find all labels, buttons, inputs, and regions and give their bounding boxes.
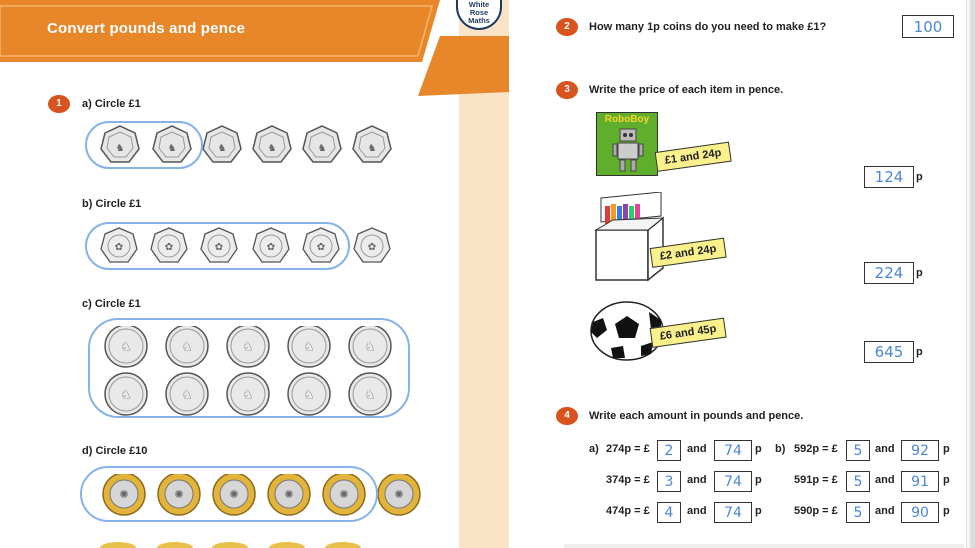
q4a-row-pounds-box[interactable]: 3: [657, 471, 681, 492]
svg-text:✿: ✿: [164, 242, 174, 253]
svg-text:♘: ♘: [364, 339, 376, 354]
q4a-row-pounds-box[interactable]: 4: [657, 502, 681, 523]
roboboy-label: RoboBoy: [604, 114, 650, 125]
q4b-row-and: and: [875, 474, 895, 486]
spine-orange-tab: [418, 36, 510, 96]
q3-answer-box-1[interactable]: 124: [864, 166, 914, 188]
q3-unit-3: p: [916, 346, 923, 358]
svg-text:✺: ✺: [119, 489, 129, 501]
coin-50p: [253, 126, 291, 162]
q4a-row-unit: p: [755, 443, 762, 455]
svg-text:✺: ✺: [394, 489, 404, 501]
cut-off-coin-row: [100, 540, 400, 548]
svg-text:♞: ♞: [317, 143, 327, 154]
q3-text: Write the price of each item in pence.: [589, 84, 784, 96]
q4b-row-pence-box[interactable]: 92: [901, 440, 939, 461]
svg-text:♘: ♘: [242, 387, 254, 402]
q4b-row-and: and: [875, 443, 895, 455]
cut-off-row: [564, 540, 964, 548]
q4b-row-and: and: [875, 505, 895, 517]
q4-text: Write each amount in pounds and pence.: [589, 410, 804, 422]
q4b-label: b): [775, 443, 786, 455]
q4b-row-pounds-box[interactable]: 5: [846, 440, 870, 461]
svg-text:✺: ✺: [339, 489, 349, 501]
q1c-answer-circle[interactable]: [88, 318, 410, 418]
q3-answer-box-2[interactable]: 224: [864, 262, 914, 284]
roboboy-price-tag: £1 and 24p: [655, 142, 732, 172]
coin-50p: [353, 126, 391, 162]
question-number-2: 2: [556, 18, 578, 36]
q4b-row-amount: 591p = £: [794, 474, 838, 486]
crayon-box-icon: [593, 192, 668, 284]
q4a-label: a): [589, 443, 599, 455]
q1d-label: d) Circle £10: [82, 445, 148, 457]
svg-text:✿: ✿: [266, 242, 276, 253]
q4a-row-amount: 474p = £: [606, 505, 650, 517]
q4a-row-pounds-box[interactable]: 2: [657, 440, 681, 461]
q1a-answer-circle[interactable]: [85, 121, 203, 169]
coin-2-pounds: [378, 474, 420, 515]
q4b-row-unit: p: [943, 443, 950, 455]
q4a-row-and: and: [687, 505, 707, 517]
q4a-row-unit: p: [755, 474, 762, 486]
roboboy-toy-box: [596, 112, 658, 176]
svg-text:♘: ♘: [120, 387, 132, 402]
question-number-1: 1: [48, 95, 70, 113]
q3-unit-1: p: [916, 171, 923, 183]
q2-answer-box[interactable]: 100: [902, 15, 954, 38]
svg-text:♞: ♞: [217, 143, 227, 154]
crayon-price-tag: £2 and 24p: [650, 238, 727, 268]
q2-text: How many 1p coins do you need to make £1?: [589, 21, 827, 33]
svg-text:♞: ♞: [167, 143, 177, 154]
svg-text:✿: ✿: [316, 242, 326, 253]
question-number-3: 3: [556, 81, 578, 99]
svg-text:♘: ♘: [303, 387, 315, 402]
q4a-row-unit: p: [755, 505, 762, 517]
q4a-row-and: and: [687, 443, 707, 455]
svg-text:✺: ✺: [174, 489, 184, 501]
left-page: [0, 0, 487, 548]
q1b-label: b) Circle £1: [82, 198, 142, 210]
page-title: Convert pounds and pence: [47, 20, 246, 37]
svg-text:♘: ♘: [364, 387, 376, 402]
white-rose-maths-logo: White Rose Maths: [456, 0, 502, 30]
svg-text:♞: ♞: [267, 143, 277, 154]
svg-text:♘: ♘: [120, 339, 132, 354]
question-number-4: 4: [556, 407, 578, 425]
coin-50p: [303, 126, 341, 162]
q4b-row-unit: p: [943, 474, 950, 486]
q1d-answer-circle[interactable]: [80, 466, 378, 522]
svg-text:✿: ✿: [114, 242, 124, 253]
q4a-row-pence-box[interactable]: 74: [714, 502, 752, 523]
svg-text:✺: ✺: [229, 489, 239, 501]
q4a-row-pence-box[interactable]: 74: [714, 471, 752, 492]
coin-50p: [203, 126, 241, 162]
q4a-row-and: and: [687, 474, 707, 486]
q1b-answer-circle[interactable]: [85, 222, 350, 270]
q3-answer-box-3[interactable]: 645: [864, 341, 914, 363]
svg-text:♘: ♘: [181, 339, 193, 354]
svg-text:♘: ♘: [242, 339, 254, 354]
q4b-row-pounds-box[interactable]: 5: [846, 471, 870, 492]
q1c-label: c) Circle £1: [82, 298, 141, 310]
q4b-row-amount: 590p = £: [794, 505, 838, 517]
q4a-row-pence-box[interactable]: 74: [714, 440, 752, 461]
svg-text:♞: ♞: [115, 143, 125, 154]
q4b-row-pence-box[interactable]: 90: [901, 502, 939, 523]
football-price-tag: £6 and 45p: [650, 318, 727, 348]
q4a-row-amount: 374p = £: [606, 474, 650, 486]
svg-text:♞: ♞: [367, 143, 377, 154]
right-page: [509, 0, 966, 548]
svg-text:♘: ♘: [303, 339, 315, 354]
q4b-row-pence-box[interactable]: 91: [901, 471, 939, 492]
coin-20p: [354, 228, 390, 262]
robot-icon: [612, 127, 644, 173]
q4b-row-amount: 592p = £: [794, 443, 838, 455]
svg-text:✿: ✿: [367, 242, 377, 253]
q1a-label: a) Circle £1: [82, 98, 141, 110]
svg-text:✿: ✿: [214, 242, 224, 253]
page-edge-shadow: [970, 0, 975, 548]
q4b-row-pounds-box[interactable]: 5: [846, 502, 870, 523]
q4b-row-unit: p: [943, 505, 950, 517]
svg-text:♘: ♘: [181, 387, 193, 402]
q4a-row-amount: 274p = £: [606, 443, 650, 455]
svg-text:✺: ✺: [284, 489, 294, 501]
q3-unit-2: p: [916, 267, 923, 279]
